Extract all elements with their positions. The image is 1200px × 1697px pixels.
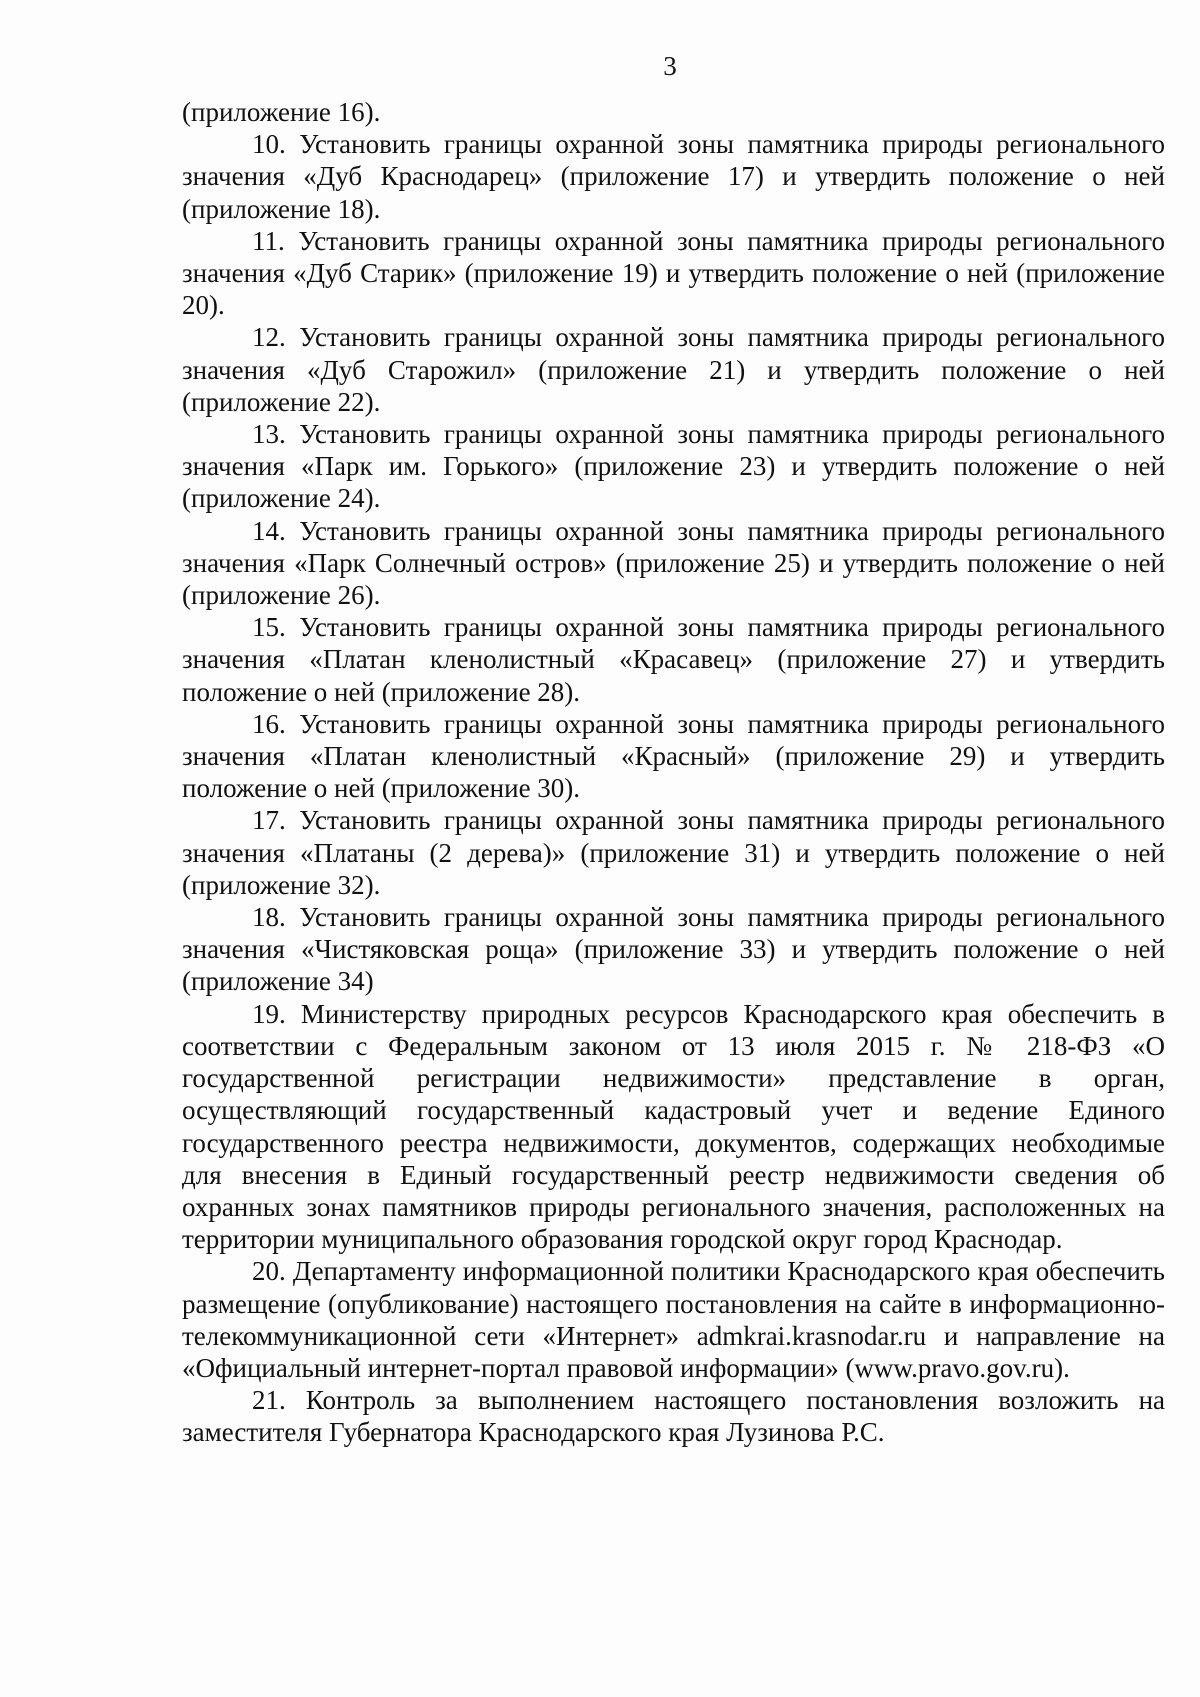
paragraph-item-10 [182, 128, 1165, 225]
paragraph-text: Установить границы охранной зоны памятника природы регионального значения «Чистяковская роща» (приложение 33) и утвердить положение о ней (приложение 34) [182, 902, 1165, 997]
paragraph-item-19 [182, 998, 1165, 1256]
paragraph-item-12 [182, 321, 1165, 418]
item-number: 11. [252, 225, 285, 256]
paragraph-text: Установить границы охранной зоны памятника природы регионального значения «Платан кленолистный «Красавец» (приложение 27) и утвердить положение о ней (приложение 28). [182, 612, 1165, 707]
item-number: 16. [252, 708, 286, 739]
item-number: 10. [252, 129, 286, 160]
page-number: 3 [663, 51, 677, 81]
item-number: 14. [252, 515, 286, 546]
item-number: 18. [252, 902, 286, 933]
paragraph-item-20 [182, 1255, 1165, 1384]
paragraph-text: Установить границы охранной зоны памятника природы регионального значения «Дуб Старожил» (приложение 21) и утвердить положение о ней (приложение 22). [182, 322, 1165, 417]
paragraph-text: Установить границы охранной зоны памятника природы регионального значения «Платан кленолистный «Красный» (приложение 29) и утвердить положение о ней (приложение 30). [182, 708, 1165, 804]
paragraph-item-14 [182, 515, 1165, 612]
paragraph-item-15 [182, 611, 1165, 708]
paragraph-item-11 [182, 225, 1165, 322]
paragraph-text: Министерству природных ресурсов Краснодарского края обеспечить в соответствии с Федеральным законом от 13 июля 2015 г. № 218-ФЗ «О государственной регистрации недвижимости» представление в орган, осуществляющий государственный кадастровый учет и ведение Единого государственного реестра недвижимости, документов, содержащих необходимые для внесения в Единый государственный реестр недвижимости сведения об охранных зонах памятников природы регионального значения, расположенных на территории муниципального образования городской округ город Краснодар. [182, 998, 1166, 1255]
item-number: 20. [252, 1256, 286, 1287]
paragraph-item-17 [182, 804, 1165, 901]
paragraph-text: Департаменту информационной политики Краснодарского края обеспечить размещение (опубликование) настоящего постановления на сайте в информационно-телекоммуникационной сети «Интернет» admkrai.krasnodar.ru и направление на «Официальный интернет-портал правовой информации» (www.pravo.gov.ru). [182, 1256, 1165, 1383]
paragraph-text: Контроль за выполнением настоящего постановления возложить на заместителя Губернатора Краснодарского края Лузинова Р.С. [182, 1385, 1166, 1448]
item-number: 19. [252, 998, 286, 1029]
item-number: 21. [252, 1385, 286, 1416]
paragraph-continuation [182, 96, 1165, 128]
item-number: 12. [252, 322, 286, 353]
paragraph-item-18 [182, 901, 1165, 998]
item-number: 17. [252, 805, 286, 836]
paragraph-item-21 [182, 1384, 1165, 1448]
paragraph-text: Установить границы охранной зоны памятника природы регионального значения «Парк им. Горького» (приложение 23) и утвердить положение о ней (приложение 24). [182, 419, 1165, 514]
paragraph-item-13 [182, 418, 1165, 515]
paragraph-text: Установить границы охранной зоны памятника природы регионального значения «Дуб Краснодарец» (приложение 17) и утвердить положение о ней (приложение 18). [182, 129, 1165, 224]
paragraph-text: Установить границы охранной зоны памятника природы регионального значения «Дуб Старик» (приложение 19) и утвердить положение о ней (приложение 20). [182, 225, 1166, 321]
paragraph-text: (приложение 16). [182, 97, 381, 127]
paragraph-text: Установить границы охранной зоны памятника природы регионального значения «Платаны (2 дерева)» (приложение 31) и утвердить положение о ней (приложение 32). [182, 805, 1165, 900]
document-body [182, 96, 1165, 1449]
paragraph-text: Установить границы охранной зоны памятника природы регионального значения «Парк Солнечный остров» (приложение 25) и утвердить положение о ней (приложение 26). [182, 515, 1165, 611]
paragraph-item-16 [182, 708, 1165, 805]
item-number: 15. [252, 612, 286, 643]
item-number: 13. [252, 419, 286, 450]
